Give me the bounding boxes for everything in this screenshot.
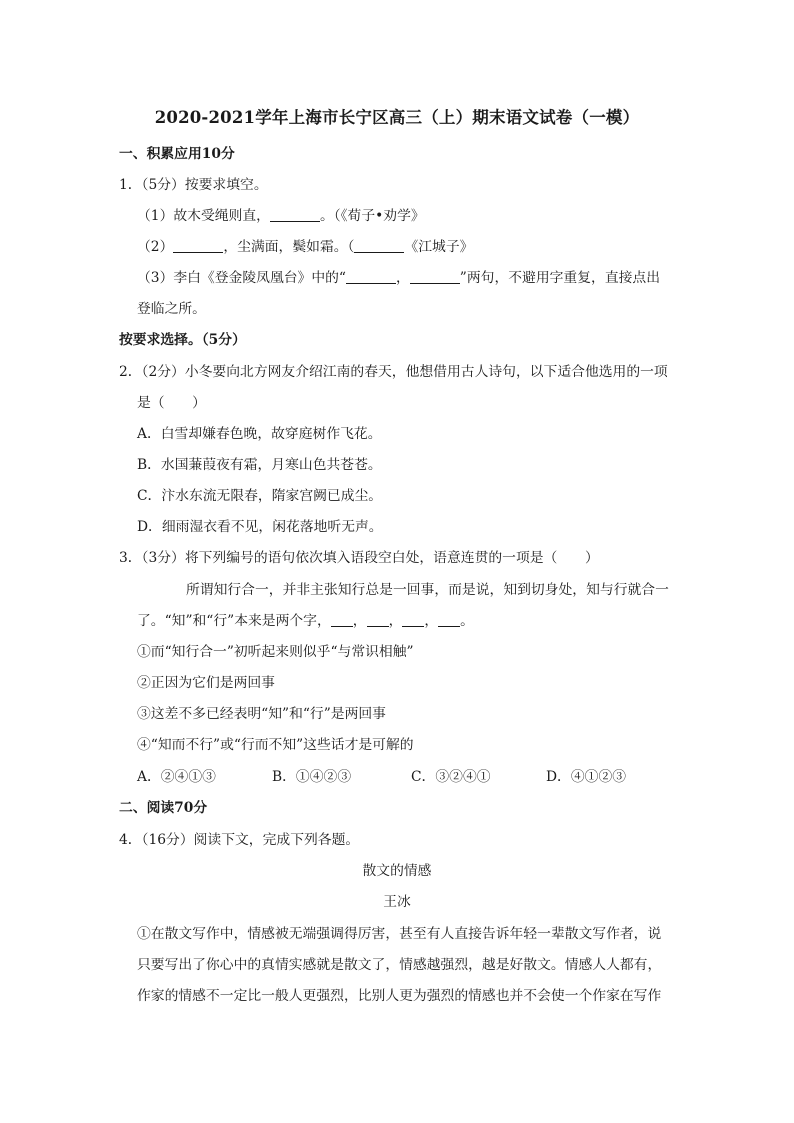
section-heading-reading: 二、阅读70分 xyxy=(119,800,208,816)
fill-blank[interactable] xyxy=(331,612,353,627)
question-3-sentence-2: ②正因为它们是两回事 xyxy=(137,675,275,691)
question-3-option-d[interactable]: D．④①②③ xyxy=(546,769,627,785)
question-1-item-3: （3）李白《登金陵凤凰台》中的“ ， ”两句，不避用字重复，直接点出 xyxy=(137,270,661,286)
question-2-option-d[interactable]: D．细雨湿衣看不见，闲花落地听无声。 xyxy=(137,519,383,535)
article-author: 王冰 xyxy=(383,894,411,910)
question-2-stem-cont: 是（ ） xyxy=(137,395,206,411)
question-3-option-a[interactable]: A．②④①③ xyxy=(137,769,216,785)
question-1-item-1: （1）故木受绳则直， 。（《荀子•劝学》 xyxy=(137,208,425,224)
fill-blank[interactable] xyxy=(402,612,424,627)
fill-blank[interactable] xyxy=(410,269,460,284)
question-2-option-b[interactable]: B．水国蒹葭夜有霜，月寒山色共苍苍。 xyxy=(137,457,382,473)
question-3-option-b[interactable]: B．①④②③ xyxy=(272,769,352,785)
fill-blank[interactable] xyxy=(438,612,460,627)
question-1-item-2: （2） ，尘满面，鬓如霜。（ 《江城子》 xyxy=(137,239,474,255)
fill-blank[interactable] xyxy=(354,238,404,253)
article-paragraph-line-3: 作家的情感不一定比一般人更强烈，比别人更为强烈的情感也并不会使一个作家在写作 xyxy=(137,988,662,1004)
fill-blank[interactable] xyxy=(367,612,389,627)
article-paragraph-line-1: ①在散文写作中，情感被无端强调得厉害，甚至有人直接告诉年轻一辈散文写作者，说 xyxy=(137,926,662,942)
fill-blank[interactable] xyxy=(173,238,223,253)
section-heading-accumulation: 一、积累应用10分 xyxy=(119,146,235,162)
question-1-stem: 1．（5分）按要求填空。 xyxy=(119,177,268,193)
question-3-sentence-3: ③这差不多已经表明“知”和“行”是两回事 xyxy=(137,706,386,722)
question-3-option-c[interactable]: C．③②④① xyxy=(411,769,491,785)
question-3-passage-line-1: 所谓知行合一，并非主张知行总是一回事，而是说，知到切身处，知与行就合一 xyxy=(186,582,669,598)
question-2-option-c[interactable]: C．汴水东流无限春，隋家宫阙已成尘。 xyxy=(137,488,383,504)
question-3-stem: 3．（3分）将下列编号的语句依次填入语段空白处，语意连贯的一项是（ ） xyxy=(119,550,599,566)
question-2-stem: 2．（2分）小冬要向北方网友介绍江南的春天，他想借用古人诗句，以下适合他选用的一项 xyxy=(119,364,668,380)
question-3-passage-line-2: 了。“知”和“行”本来是两个字， ， ， ， 。 xyxy=(137,613,474,629)
question-1-item-3-cont: 登临之所。 xyxy=(137,301,206,317)
question-2-option-a[interactable]: A．白雪却嫌春色晚，故穿庭树作飞花。 xyxy=(137,426,382,442)
page-title: 2020-2021学年上海市长宁区高三（上）期末语文试卷（一模） xyxy=(154,108,640,127)
question-3-sentence-4: ④“知而不行”或“行而不知”这些话才是可解的 xyxy=(137,737,414,753)
question-4-stem: 4．（16分）阅读下文，完成下列各题。 xyxy=(119,832,360,848)
article-title: 散文的情感 xyxy=(362,863,432,879)
article-paragraph-line-2: 只要写出了你心中的真情实感就是散文了，情感越强烈，越是好散文。情感人人都有， xyxy=(137,957,662,973)
section-heading-choice: 按要求选择。（5分） xyxy=(119,332,246,348)
fill-blank[interactable] xyxy=(346,269,396,284)
fill-blank[interactable] xyxy=(270,207,320,222)
question-3-sentence-1: ①而“知行合一”初听起来则似乎“与常识相触” xyxy=(137,644,414,660)
